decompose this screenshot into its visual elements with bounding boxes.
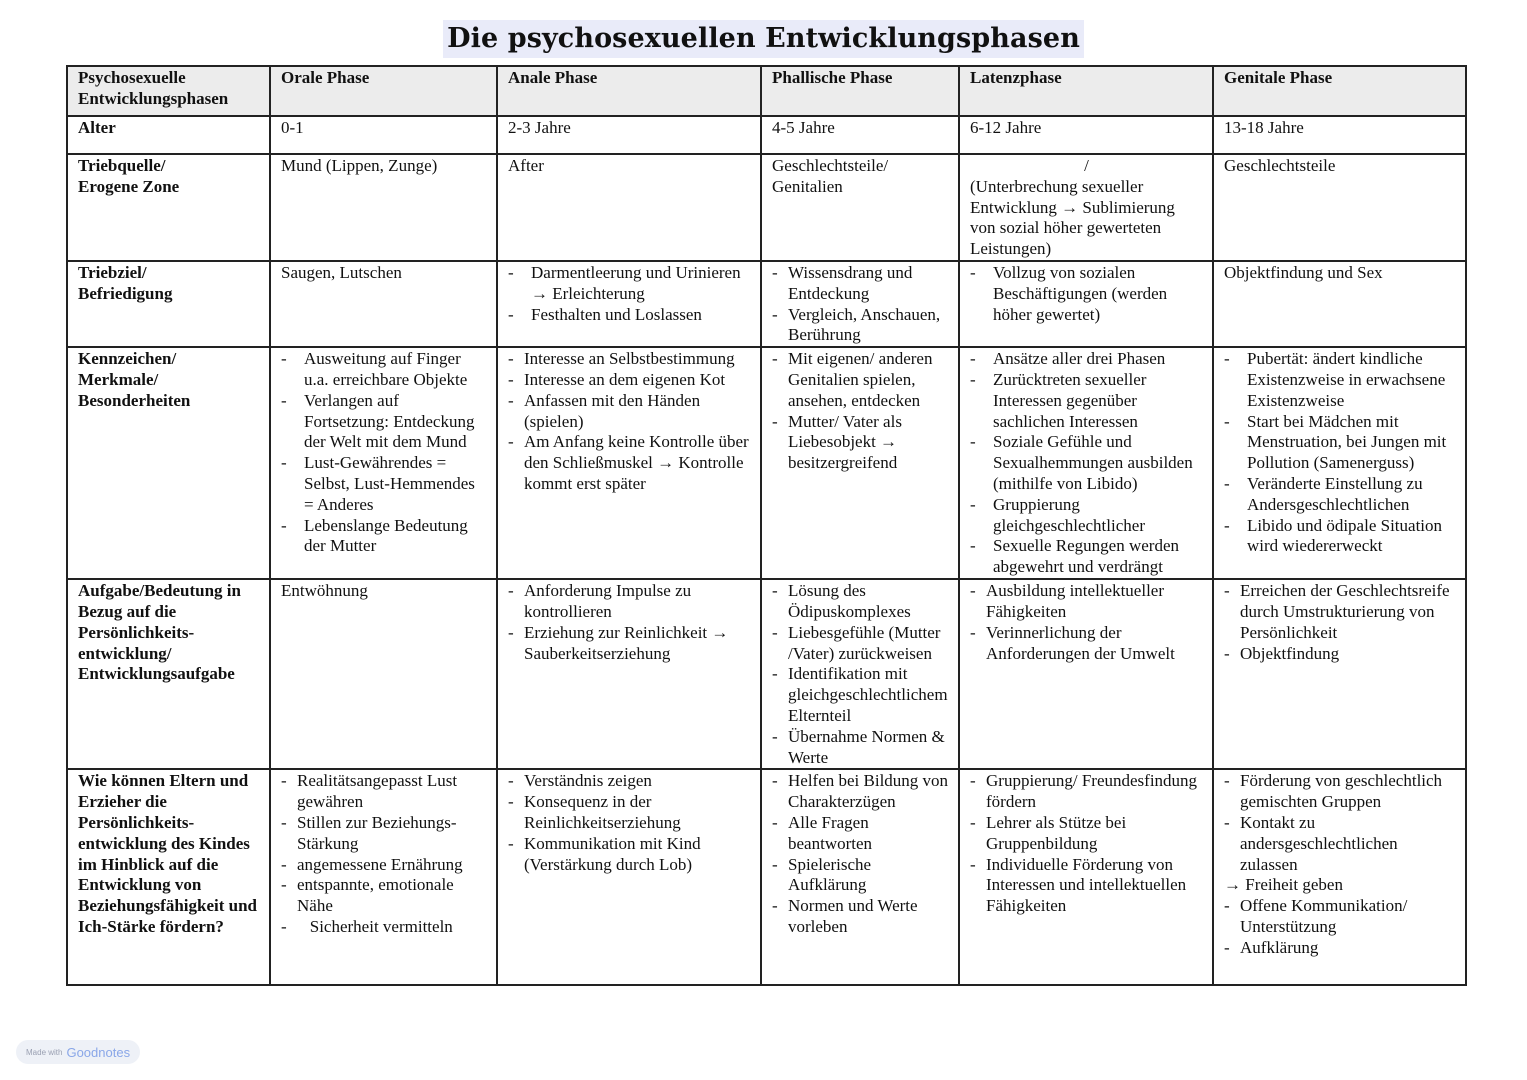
list-item: - Lösung des Ödipuskomplexes bbox=[772, 581, 949, 623]
dash-list bbox=[970, 771, 1203, 917]
list-item: - Veränderte Einstellung zu Andersgeschlechtlichen bbox=[1224, 474, 1456, 516]
table-cell bbox=[1213, 769, 1466, 985]
list-item: - Lebenslange Bedeutung der Mutter bbox=[281, 516, 487, 558]
badge-brand: Goodnotes bbox=[66, 1044, 131, 1060]
dash-list bbox=[772, 581, 949, 768]
list-item: - Vollzug von sozialen Beschäftigungen (werden höher gewertet) bbox=[970, 263, 1203, 325]
list-item: - Ansätze aller drei Phasen bbox=[970, 349, 1203, 370]
dash-list bbox=[1224, 896, 1456, 958]
list-item: - Pubertät: ändert kindliche Existenzweise in erwachsene Existenzweise bbox=[1224, 349, 1456, 411]
row-label: Triebquelle/ Erogene Zone bbox=[67, 154, 270, 261]
list-item: - Verlangen auf Fortsetzung: Entdeckung der Welt mit dem Mund bbox=[281, 391, 487, 453]
list-item: - Am Anfang keine Kontrolle über den Schließmuskel → Kontrolle kommt erst später bbox=[508, 432, 751, 494]
table-cell: Saugen, Lutschen bbox=[270, 261, 497, 347]
table-cell: 13-18 Jahre bbox=[1213, 116, 1466, 154]
list-item: - Mutter/ Vater als Liebesobjekt → besitzergreifend bbox=[772, 412, 949, 474]
list-item: - Mit eigenen/ anderen Genitalien spielen, ansehen, entdecken bbox=[772, 349, 949, 411]
table-cell: Objektfindung und Sex bbox=[1213, 261, 1466, 347]
list-item: - Realitätsangepasst Lust gewähren bbox=[281, 771, 487, 813]
table-row-kennzeichen bbox=[67, 347, 1466, 579]
list-item: - Start bei Mädchen mit Menstruation, bei Jungen mit Pollution (Samenerguss) bbox=[1224, 412, 1456, 474]
page-title: Die psychosexuellen Entwicklungsphasen bbox=[443, 20, 1084, 58]
dash-list bbox=[281, 349, 487, 557]
table-cell bbox=[959, 769, 1213, 985]
list-item: - Erziehung zur Reinlichkeit → Sauberkeitserziehung bbox=[508, 623, 751, 665]
dash-list bbox=[970, 263, 1203, 325]
list-item: - Förderung von geschlechtlich gemischten Gruppen bbox=[1224, 771, 1456, 813]
row-label: Aufgabe/Bedeutung in Bezug auf die Persönlichkeits-entwicklung/ Entwicklungsaufgabe bbox=[67, 579, 270, 769]
table-row-aufgabe bbox=[67, 579, 1466, 769]
dash-list bbox=[508, 349, 751, 495]
table-cell bbox=[497, 261, 761, 347]
latenz-slash: / bbox=[1084, 156, 1089, 175]
dash-list bbox=[508, 771, 751, 875]
header-label: Psychosexuelle Entwicklungsphasen bbox=[67, 66, 270, 116]
table-cell bbox=[761, 261, 959, 347]
list-item: - Interesse an dem eigenen Kot bbox=[508, 370, 751, 391]
list-item: - Liebesgefühle (Mutter /Vater) zurückweisen bbox=[772, 623, 949, 665]
table-cell bbox=[1213, 579, 1466, 769]
title-wrap bbox=[0, 20, 1527, 58]
list-item: - Lust-Gewährendes = Selbst, Lust-Hemmendes = Anderes bbox=[281, 453, 487, 515]
dash-list bbox=[508, 263, 751, 325]
list-item: - Anfassen mit den Händen (spielen) bbox=[508, 391, 751, 433]
list-item: - Sexuelle Regungen werden abgewehrt und verdrängt bbox=[970, 536, 1203, 578]
header-row bbox=[67, 66, 1466, 116]
table-cell: 6-12 Jahre bbox=[959, 116, 1213, 154]
list-item: - Ausweitung auf Finger u.a. erreichbare Objekte bbox=[281, 349, 487, 391]
header-phase: Orale Phase bbox=[270, 66, 497, 116]
header-phase: Anale Phase bbox=[497, 66, 761, 116]
list-item: - Individuelle Förderung von Interessen und intellektuellen Fähigkeiten bbox=[970, 855, 1203, 917]
dash-list bbox=[1224, 349, 1456, 557]
dash-list bbox=[772, 263, 949, 346]
list-item: - Interesse an Selbstbestimmung bbox=[508, 349, 751, 370]
list-item: - entspannte, emotionale Nähe bbox=[281, 875, 487, 917]
table-cell: After bbox=[497, 154, 761, 261]
dash-list bbox=[772, 349, 949, 474]
list-item: - Darmentleerung und Urinieren → Erleichterung bbox=[508, 263, 751, 305]
dash-list bbox=[508, 581, 751, 664]
list-item: - Alle Fragen beantworten bbox=[772, 813, 949, 855]
table-cell bbox=[270, 347, 497, 579]
list-item: - Lehrer als Stütze bei Gruppenbildung bbox=[970, 813, 1203, 855]
list-item: - Zurücktreten sexueller Interessen gegenüber sachlichen Interessen bbox=[970, 370, 1203, 432]
row-label: Alter bbox=[67, 116, 270, 154]
table-cell: Entwöhnung bbox=[270, 579, 497, 769]
list-item: - Gruppierung gleichgeschlechtlicher bbox=[970, 495, 1203, 537]
list-item: - Vergleich, Anschauen, Berührung bbox=[772, 305, 949, 347]
row-label: Wie können Eltern und Erzieher die Persönlichkeits-entwicklung des Kindes im Hinblick auf die Entwicklung von Beziehungsfähigkeit und Ich-Stärke fördern? bbox=[67, 769, 270, 985]
dash-list bbox=[1224, 771, 1456, 875]
table-cell bbox=[497, 347, 761, 579]
phases-table bbox=[66, 65, 1467, 986]
table-row-alter bbox=[67, 116, 1466, 154]
table-cell bbox=[959, 347, 1213, 579]
list-item: - Helfen bei Bildung von Charakterzügen bbox=[772, 771, 949, 813]
goodnotes-badge bbox=[16, 1040, 140, 1064]
row-label: Kennzeichen/ Merkmale/ Besonderheiten bbox=[67, 347, 270, 579]
list-item: - Soziale Gefühle und Sexualhemmungen ausbilden (mithilfe von Libido) bbox=[970, 432, 1203, 494]
header-phase: Phallische Phase bbox=[761, 66, 959, 116]
row-label: Triebziel/ Befriedigung bbox=[67, 261, 270, 347]
table-cell bbox=[761, 347, 959, 579]
arrow-note: → Freiheit geben bbox=[1224, 875, 1343, 895]
table-cell bbox=[761, 579, 959, 769]
table-cell bbox=[1213, 347, 1466, 579]
list-item: - Verinnerlichung der Anforderungen der Umwelt bbox=[970, 623, 1203, 665]
list-item: - Aufklärung bbox=[1224, 938, 1456, 959]
latenz-text: (Unterbrechung sexueller Entwicklung → Sublimierung von sozial höher gewerteten Leistungen) bbox=[970, 176, 1175, 259]
list-item: - Gruppierung/ Freundesfindung fördern bbox=[970, 771, 1203, 813]
table-cell bbox=[497, 769, 761, 985]
table-cell: Geschlechtsteile/ Genitalien bbox=[761, 154, 959, 261]
list-item: - Ausbildung intellektueller Fähigkeiten bbox=[970, 581, 1203, 623]
dash-list bbox=[970, 349, 1203, 578]
list-item: - Sicherheit vermitteln bbox=[281, 917, 487, 938]
table-cell bbox=[497, 579, 761, 769]
table-cell-latenz bbox=[959, 154, 1213, 261]
list-item: - Festhalten und Loslassen bbox=[508, 305, 751, 326]
list-item: - Erreichen der Geschlechtsreife durch Umstrukturierung von Persönlichkeit bbox=[1224, 581, 1456, 643]
list-item: - Anforderung Impulse zu kontrollieren bbox=[508, 581, 751, 623]
table-cell bbox=[959, 261, 1213, 347]
list-item: - Stillen zur Beziehungs-Stärkung bbox=[281, 813, 487, 855]
dash-list bbox=[281, 771, 487, 937]
list-item: - Kommunikation mit Kind (Verstärkung durch Lob) bbox=[508, 834, 751, 876]
table-row-triebziel bbox=[67, 261, 1466, 347]
table-cell bbox=[761, 769, 959, 985]
table-cell: Mund (Lippen, Zunge) bbox=[270, 154, 497, 261]
table-row-triebquelle bbox=[67, 154, 1466, 261]
list-item: - Spielerische Aufklärung bbox=[772, 855, 949, 897]
table-cell: 2-3 Jahre bbox=[497, 116, 761, 154]
list-item: - Übernahme Normen & Werte bbox=[772, 727, 949, 769]
header-phase: Latenzphase bbox=[959, 66, 1213, 116]
dash-list bbox=[970, 581, 1203, 664]
list-item: - Offene Kommunikation/ Unterstützung bbox=[1224, 896, 1456, 938]
list-item: - Wissensdrang und Entdeckung bbox=[772, 263, 949, 305]
table-cell: 0-1 bbox=[270, 116, 497, 154]
list-item: - angemessene Ernährung bbox=[281, 855, 487, 876]
badge-small-text: Made with bbox=[26, 1047, 63, 1057]
list-item: - Objektfindung bbox=[1224, 644, 1456, 665]
dash-list bbox=[772, 771, 949, 937]
list-item: - Identifikation mit gleichgeschlechtlichem Elternteil bbox=[772, 664, 949, 726]
table-cell bbox=[959, 579, 1213, 769]
table-cell: 4-5 Jahre bbox=[761, 116, 959, 154]
list-item: - Normen und Werte vorleben bbox=[772, 896, 949, 938]
list-item: - Kontakt zu andersgeschlechtlichen zulassen bbox=[1224, 813, 1456, 875]
table-cell: Geschlechtsteile bbox=[1213, 154, 1466, 261]
table-row-eltern bbox=[67, 769, 1466, 985]
header-phase: Genitale Phase bbox=[1213, 66, 1466, 116]
list-item: - Konsequenz in der Reinlichkeitserziehung bbox=[508, 792, 751, 834]
list-item: - Verständnis zeigen bbox=[508, 771, 751, 792]
dash-list bbox=[1224, 581, 1456, 664]
table-cell bbox=[270, 769, 497, 985]
list-item: - Libido und ödipale Situation wird wiedererweckt bbox=[1224, 516, 1456, 558]
